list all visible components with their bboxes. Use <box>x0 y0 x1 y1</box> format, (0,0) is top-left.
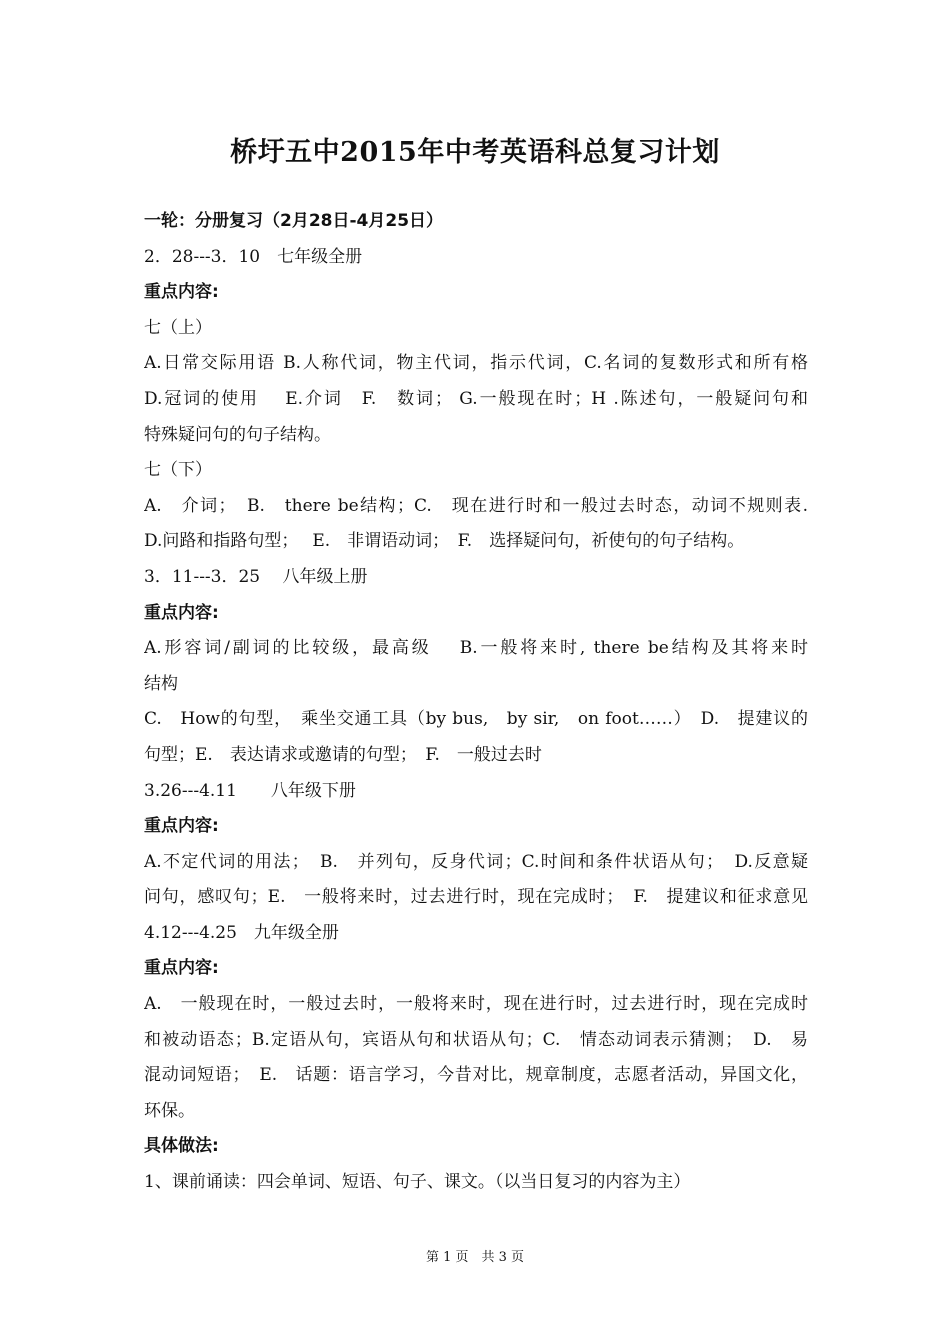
method-item: 1、课前诵读：四会单词、短语、句子、课文。（以当日复习的内容为主） <box>144 1172 691 1193</box>
key-content-heading: 重点内容: <box>144 816 219 837</box>
paragraph-line: A.不定代词的用法； B. 并列句，反身代词；C.时间和条件状语从句； D.反意疑 <box>144 851 808 872</box>
schedule-grade-7: 2．28---3．10 七年级全册 <box>144 246 363 267</box>
document-title: 桥圩五中2015年中考英语科总复习计划 <box>230 137 720 168</box>
key-content-heading: 重点内容: <box>144 958 219 979</box>
section-heading-round-one: 一轮：分册复习（2月28日-4月25日） <box>144 211 444 231</box>
document-body <box>144 204 808 1201</box>
paragraph-line: A. 一般现在时，一般过去时，一般将来时，现在进行时，过去进行时，现在完成时 <box>144 994 808 1015</box>
key-content-heading: 重点内容: <box>144 282 219 303</box>
paragraph-line: 和被动语态；B.定语从句，宾语从句和状语从句；C. 情态动词表示猜测； D. 易 <box>144 1029 808 1050</box>
paragraph-line: D.冠词的使用 E.介词 F. 数词； G.一般现在时；H .陈述句，一般疑问句和 <box>144 388 808 409</box>
paragraph-line: 句型；E. 表达请求或邀请的句型； F. 一般过去时 <box>144 744 542 765</box>
key-content-heading: 重点内容: <box>144 602 219 623</box>
page-number: 第 1 页 共 3 页 <box>425 1250 525 1265</box>
subheading-grade-7-second: 七（下） <box>144 460 212 481</box>
paragraph-line: A.日常交际用语 B.人称代词，物主代词，指示代词，C.名词的复数形式和所有格 <box>144 353 808 374</box>
paragraph-line: 问句，感叹句；E. 一般将来时，过去进行时，现在完成时； F. 提建议和征求意见 <box>144 887 808 908</box>
schedule-grade-9: 4.12---4.25 九年级全册 <box>144 922 339 943</box>
paragraph-line: A. 介词； B. there be结构；C. 现在进行时和一般过去时态，动词不规则表. <box>144 495 808 516</box>
paragraph-line: 环保。 <box>144 1100 195 1121</box>
paragraph-line: 特殊疑问句的句子结构。 <box>144 424 331 445</box>
paragraph-line: D.问路和指路句型； E. 非谓语动词； F. 选择疑问句，祈使句的句子结构。 <box>144 531 745 552</box>
method-heading: 具体做法: <box>144 1136 219 1157</box>
subheading-grade-7-first: 七（上） <box>144 317 212 338</box>
paragraph-line: C. How的句型， 乘坐交通工具（by bus, by sir, on foot……） D. 提建议的 <box>144 709 808 730</box>
schedule-grade-8-first: 3．11---3．25 八年级上册 <box>144 566 368 587</box>
paragraph-line: 混动词短语； E. 话题：语言学习，今昔对比，规章制度，志愿者活动，异国文化， <box>144 1065 808 1086</box>
schedule-grade-8-second: 3.26---4.11 八年级下册 <box>144 780 356 801</box>
paragraph-line: 结构 <box>144 673 178 694</box>
paragraph-line: A.形容词/副词的比较级，最高级 B.一般将来时, there be结构及其将来时 <box>144 638 808 659</box>
